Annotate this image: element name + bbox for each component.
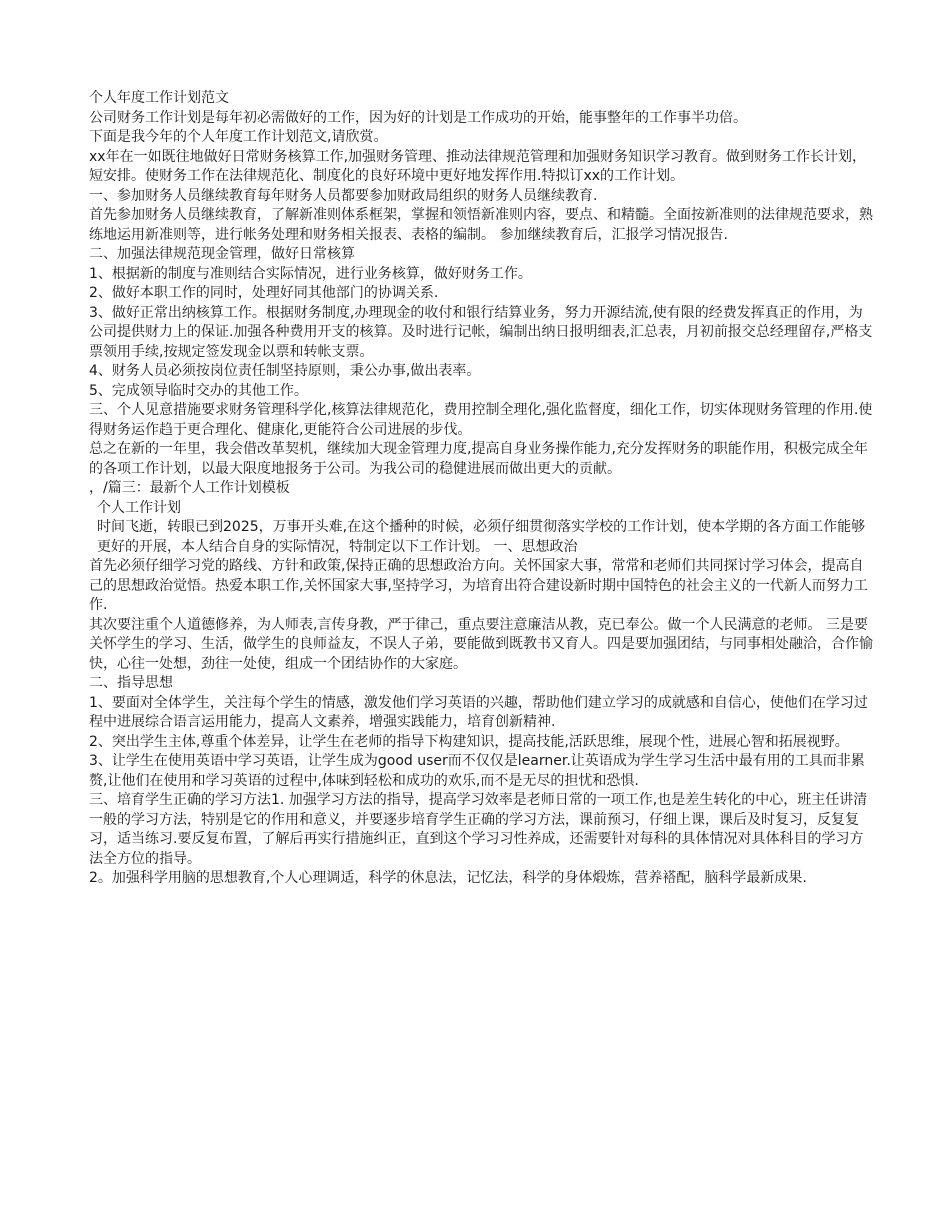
- list-item: 3、做好正常出纳核算工作。根据财务制度,办理现金的收付和银行结算业务，努力开源结流,使有限的经费发挥真正的作用，为公司提供财力上的保证.加强各种费用开支的核算。及时进行记帐，编制出纳日报明细表,汇总表，月初前报交总经理留存,严格支票领用手续,按规定签发现金以票和转帐支票。: [89, 304, 873, 360]
- list-item: 1、根据新的制度与准则结合实际情况，进行业务核算，做好财务工作。: [89, 265, 532, 282]
- paragraph: 首先参加财务人员继续教育，了解新准则体系框架，掌握和领悟新准则内容，要点、和精髓。全面按新准则的法律规范要求，熟练地运用新准则等，进行帐务处理和财务相关报表、表格的编制。 参加继续教育后，汇报学习情况报告.: [89, 207, 873, 243]
- list-item: 2、做好本职工作的同时，处理好同其他部门的协调关系.: [89, 285, 439, 301]
- list-item: 4、财务人员必须按岗位责任制坚持原则，秉公办事,做出表率。: [89, 363, 481, 379]
- list-item: 1、要面对全体学生，关注每个学生的情感，激发他们学习英语的兴趣，帮助他们建立学习的成就感和自信心，使他们在学习过程中进展综合语言运用能力，提高人文素养，增强实践能力，培育创新精神.: [89, 694, 868, 730]
- section-heading: 三、个人见意措施要求财务管理科学化,核算法律规范化，费用控制全理化,强化监督度，细化工作，切实体现财务管理的作用.使得财务运作趋于更合理化、健康化,更能符合公司进展的步伐。: [89, 402, 873, 438]
- paragraph: 公司财务工作计划是每年初必需做好的工作，因为好的计划是工作成功的开始，能事整年的工作事半功倍。: [89, 109, 747, 126]
- paragraph: 其次要注重个人道德修养，为人师表,言传身教，严于律己，重点要注意廉洁从教，克已奉公。做一个人民满意的老师。 三是要关怀学生的学习、生活，做学生的良师益友，不误人子弟，要能做到既教书又育人。四是要加强团结，与同事相处融洽，合作愉快，心往一处想，劲往一处使，组成一个团结协作的大家庭。: [89, 616, 873, 672]
- section-heading: ，/篇三：最新个人工作计划模板: [89, 480, 290, 496]
- list-item: 2、突出学生主体,尊重个体差异，让学生在老师的指导下构建知识，提高技能,活跃思维，展现个性，进展心智和拓展视野。: [89, 733, 849, 750]
- paragraph: 时间飞逝，转眼已到2025，万事开头难,在这个播种的时候，必须仔细贯彻落实学校的工作计划，使本学期的各方面工作能够更好的开展，本人结合自身的实际情况，特制定以下工作计划。 一、思想政治: [97, 519, 866, 555]
- document-title: 个人年度工作计划范文: [89, 90, 229, 106]
- section-heading: 二、加强法律规范现金管理，做好日常核算: [89, 246, 355, 262]
- paragraph: 首先必须仔细学习党的路线、方针和政策,保持正确的思想政治方向。关怀国家大事，常常和老师们共同探讨学习体会，提高自己的思想政治觉悟。热爱本职工作,关怀国家大事,坚持学习，为培育出符合建设新时期中国特色的社会主义的一代新人而努力工作.: [89, 558, 868, 613]
- section-heading: 一、参加财务人员继续教育每年财务人员都要参加财政局组织的财务人员继续教育.: [89, 187, 598, 204]
- list-item: 3、让学生在使用英语中学习英语，让学生成为good user而不仅仅是learner.让英语成为学生学习生活中最有用的工具而非累赘,让他们在使用和学习英语的过程中,体味到轻松和成功的欢乐,而不是无尽的担忧和恐惧.: [89, 753, 865, 789]
- list-item: 2。加强科学用脑的思想教育,个人心理调适，科学的休息法，记忆法，科学的身体煅炼，营养褡配，脑科学最新成果.: [89, 870, 807, 886]
- paragraph: xx年在一如既往地做好日常财务核算工作,加强财务管理、推动法律规范管理和加强财务知识学习教育。做到财务工作长计划，短安排。使财务工作在法律规范化、制度化的良好环境中更好地发挥作用.特拟订xx的工作计划。: [89, 148, 867, 184]
- section-heading: 三、培育学生正确的学习方法1. 加强学习方法的指导，提高学习效率是老师日常的一项工作,也是差生转化的中心，班主任讲清一般的学习方法，特别是它的作用和意义，并要逐步培育学生正确的学习方法，课前预习，仔细上课，课后及时复习，反复复习，适当练习.要反复布置，了解后再实行措施纠正，直到这个学习习性养成，还需要针对每科的具体情况对具体科目的学习方法全方位的指导。: [89, 792, 868, 867]
- document-body: [89, 89, 874, 889]
- section-heading: 二、指导思想: [89, 675, 173, 691]
- paragraph: 总之在新的一年里，我会借改革契机，继续加大现金管理力度,提高自身业务操作能力,充分发挥财务的职能作用，积极完成全年的各项工作计划，以最大限度地报务于公司。为我公司的稳健进展而做出更大的贡献。: [89, 441, 868, 477]
- paragraph: 下面是我今年的个人年度工作计划范文,请欣赏。: [89, 129, 388, 145]
- section-title: 个人工作计划: [97, 499, 181, 516]
- list-item: 5、完成领导临时交办的其他工作。: [89, 382, 308, 399]
